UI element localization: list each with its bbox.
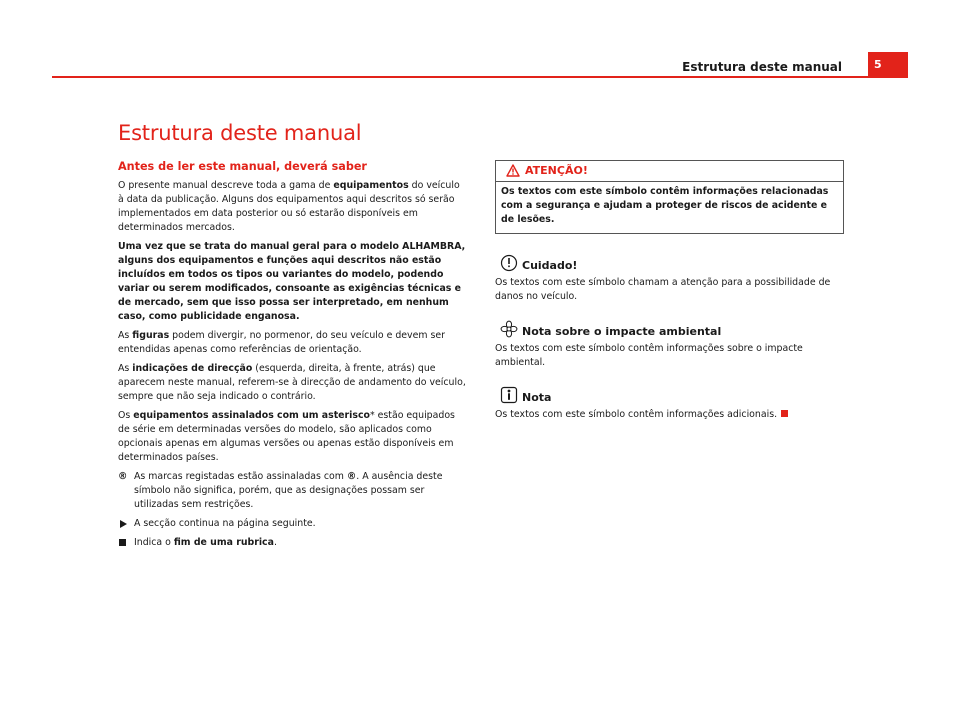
text: As [118, 330, 133, 341]
text: O presente manual descreve toda a gama de [118, 180, 334, 191]
continue-row [118, 517, 468, 531]
environment-text: Os textos com este símbolo contêm informações sobre o impacte ambiental. [495, 343, 803, 368]
note-block [495, 386, 845, 422]
exclamation-circle-icon [500, 254, 518, 272]
text: podem divergir, no pormenor, do seu veículo e devem ser entendidas apenas como referências de orientação. [118, 330, 445, 355]
square-icon [119, 539, 126, 546]
bold-text: equipamentos [333, 180, 409, 191]
caution-title: Cuidado! [522, 259, 578, 272]
environment-header [495, 320, 845, 342]
bold-text: Uma vez que se trata do manual geral para o modelo ALHAMBRA, alguns dos equipamentos e funções aqui descritos não estão incluídos em todos os tipos ou variantes do modelo, podendo variar ou serem modificados, consoante as exigências técnicas e de mercado, sem que isso possa ser interpretado, em nenhum caso, como publicidade enganosa. [118, 241, 466, 322]
paragraph-general-manual [118, 240, 468, 324]
text: As [118, 363, 133, 374]
bold-text: fim de uma rubrica [173, 537, 274, 548]
warning-label: ATENÇÃO! [525, 164, 588, 177]
end-of-section-row [118, 536, 468, 550]
text: do veículo à data da publicação. Alguns dos equipamentos aqui descritos só serão implementados em data posterior ou só estarão disponíveis em determinados mercados. [118, 180, 460, 233]
bold-text: indicações de direcção [132, 363, 253, 374]
paragraph-equipment [118, 179, 468, 235]
text: Os [118, 410, 134, 421]
text: As marcas registadas estão assinaladas com [134, 471, 347, 482]
note-header [495, 386, 845, 408]
text: Indica o [134, 537, 174, 548]
environment-block [495, 320, 845, 370]
registered-icon: ® [118, 471, 128, 482]
running-header-title: Estrutura deste manual [682, 60, 842, 74]
warning-box [495, 160, 844, 234]
right-column [495, 160, 845, 427]
warning-triangle-icon [506, 164, 520, 177]
flower-icon [500, 320, 518, 338]
registered-trademark-row [118, 470, 468, 512]
bold-text: equipamentos assinalados com um asterisco [133, 410, 370, 421]
header-rule [52, 76, 908, 78]
triangle-right-icon [120, 520, 127, 528]
environment-title: Nota sobre o impacte ambiental [522, 325, 722, 338]
paragraph-figures [118, 329, 468, 357]
left-column [118, 160, 468, 555]
warning-header [496, 161, 843, 182]
bold-text: ® [346, 471, 357, 482]
text: . A ausência deste símbolo não significa, porém, que as designações possam ser utilizadas sem restrições. [134, 471, 443, 510]
caution-header [495, 254, 845, 276]
page-number-badge: 5 [868, 52, 908, 76]
text: A secção continua na página seguinte. [134, 518, 316, 529]
paragraph-directions [118, 362, 468, 404]
warning-text: Os textos com este símbolo contêm informações relacionadas com a segurança e ajudam a proteger de riscos de acidente e de lesões. [501, 186, 829, 225]
text: (esquerda, direita, à frente, atrás) que aparecem neste manual, referem-se à direcção de andamento do veículo, sempre que não seja indicado o contrário. [118, 363, 466, 402]
caution-text: Os textos com este símbolo chamam a atenção para a possibilidade de danos no veículo. [495, 277, 831, 302]
page-title: Estrutura deste manual [118, 121, 362, 145]
bold-text: figuras [132, 330, 170, 341]
text: . [273, 537, 277, 548]
note-title: Nota [522, 391, 552, 404]
section-heading: Antes de ler este manual, deverá saber [118, 160, 367, 173]
note-text: Os textos com este símbolo contêm informações adicionais. [495, 409, 778, 420]
paragraph-asterisk [118, 409, 468, 465]
text: * estão equipados de série em determinadas versões do modelo, são aplicados como opcionais apenas em algumas versões ou apenas estão disponíveis em determinados países. [118, 410, 455, 463]
end-square-icon [781, 410, 788, 417]
info-icon [500, 386, 518, 404]
note-text-row [495, 408, 845, 422]
caution-block [495, 254, 845, 304]
